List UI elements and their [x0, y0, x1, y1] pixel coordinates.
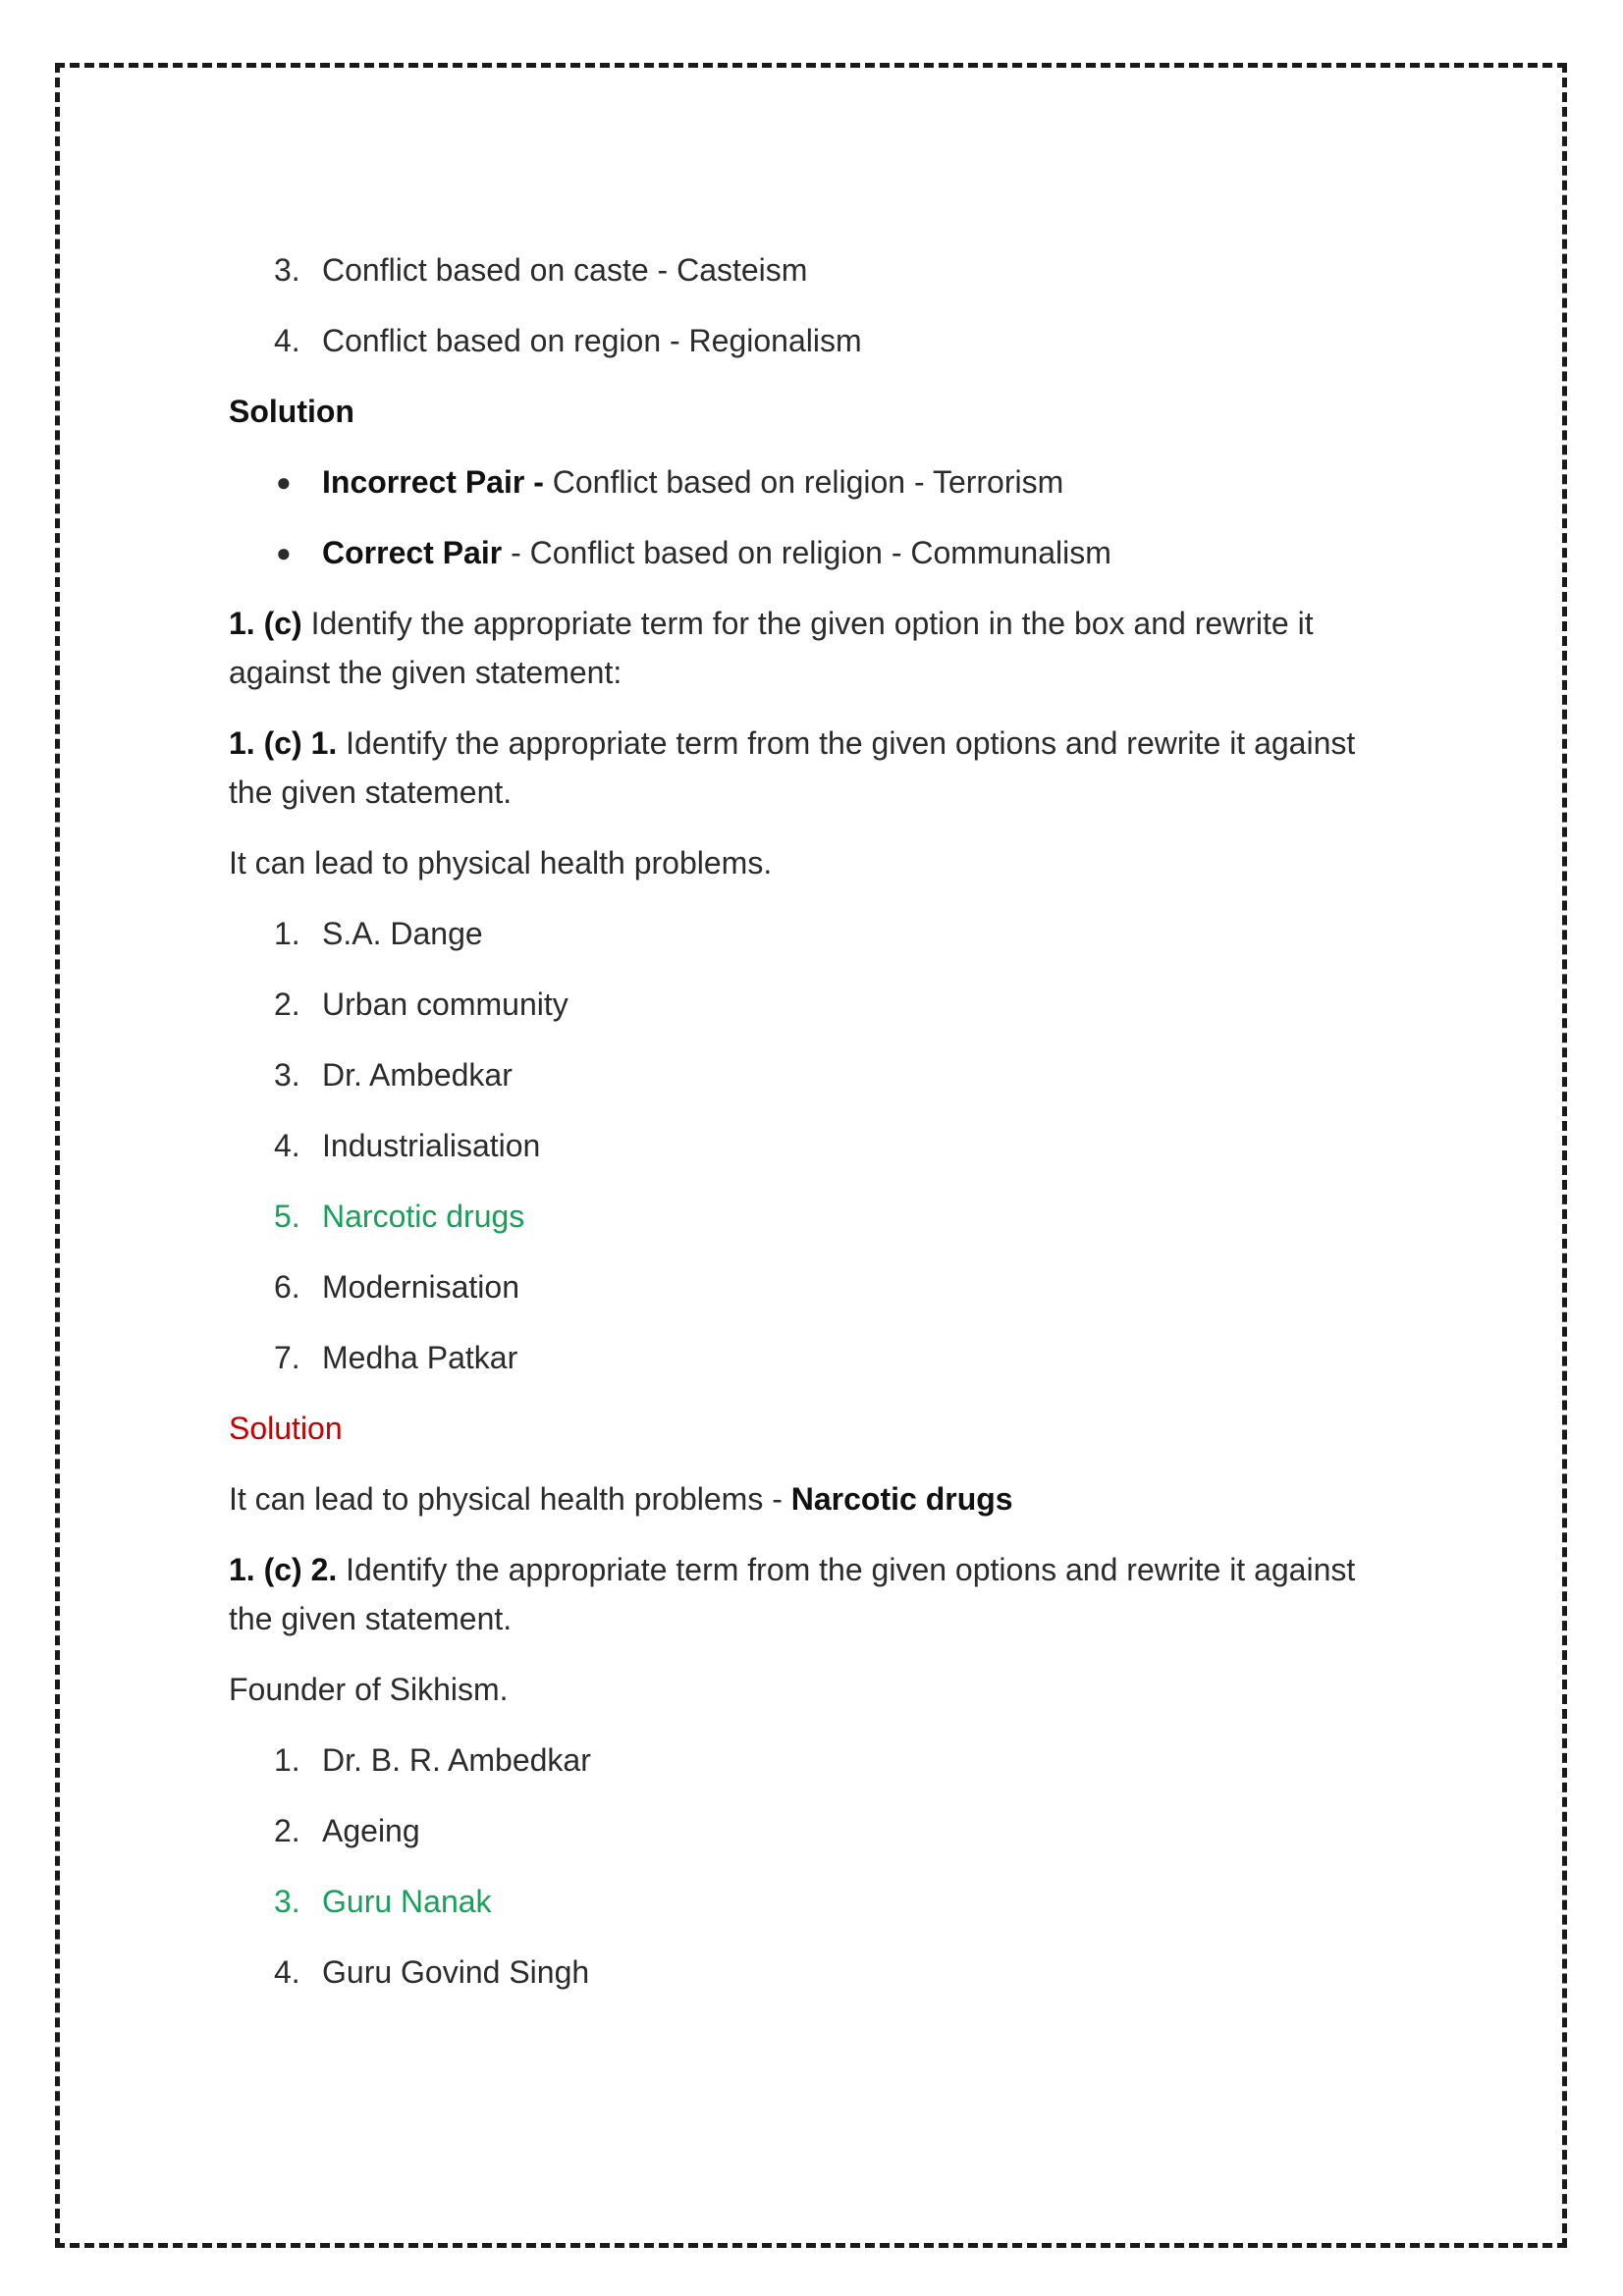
list-number: 3.: [274, 252, 300, 288]
list-number: 4.: [274, 323, 300, 358]
option-item: [229, 1735, 1407, 1785]
bullet-item: [229, 457, 1407, 507]
option-text: Medha Patkar: [322, 1340, 518, 1375]
option-item: [229, 1121, 1407, 1170]
option-number: 4.: [274, 1128, 300, 1163]
option-number: 3.: [274, 1057, 300, 1093]
option-number: 2.: [274, 987, 300, 1022]
option-number: 5.: [274, 1199, 300, 1234]
option-item: [229, 1806, 1407, 1855]
list-item: [229, 316, 1407, 365]
option-item: [229, 1050, 1407, 1099]
option-text: Narcotic drugs: [322, 1199, 525, 1234]
option-text: S.A. Dange: [322, 916, 483, 951]
option-text: Dr. B. R. Ambedkar: [322, 1742, 591, 1778]
option-text: Modernisation: [322, 1269, 519, 1305]
list-text: Conflict based on caste - Casteism: [322, 252, 808, 288]
bullet-label: Correct Pair: [322, 535, 503, 570]
option-text: Urban community: [322, 987, 568, 1022]
option-text: Industrialisation: [322, 1128, 541, 1163]
bullet-text: Conflict based on religion - Terrorism: [543, 464, 1064, 500]
section-instruction: [229, 599, 1407, 697]
question-text: Identify the appropriate term from the given options and rewrite it against the given statement.: [229, 725, 1356, 810]
option-item-correct: [229, 1192, 1407, 1241]
answer-prefix: It can lead to physical health problems -: [229, 1481, 791, 1517]
option-number: 4.: [274, 1954, 300, 1990]
solution-heading: Solution: [229, 394, 354, 429]
option-item: [229, 909, 1407, 958]
question-label: 1. (c) 2.: [229, 1552, 338, 1587]
option-item: [229, 1948, 1407, 1997]
section-label: 1. (c): [229, 606, 302, 641]
solution-answer: [229, 1474, 1407, 1523]
option-number: 1.: [274, 1742, 300, 1778]
option-text: Ageing: [322, 1813, 420, 1848]
option-text: Dr. Ambedkar: [322, 1057, 513, 1093]
option-number: 1.: [274, 916, 300, 951]
question-1-statement: It can lead to physical health problems.: [229, 845, 773, 881]
bullet-icon: ●: [276, 467, 292, 497]
option-text: Guru Govind Singh: [322, 1954, 590, 1990]
option-number: 6.: [274, 1269, 300, 1305]
section-text: Identify the appropriate term for the given option in the box and rewrite it against the given statement:: [229, 606, 1314, 690]
option-number: 3.: [274, 1884, 300, 1919]
question-1-instruction: [229, 719, 1407, 817]
option-item: [229, 980, 1407, 1029]
list-text: Conflict based on region - Regionalism: [322, 323, 862, 358]
option-text: Guru Nanak: [322, 1884, 492, 1919]
bullet-text: - Conflict based on religion - Communalism: [502, 535, 1111, 570]
solution-heading: Solution: [229, 1411, 343, 1446]
option-number: 7.: [274, 1340, 300, 1375]
document-content: [229, 245, 1407, 2018]
question-text: Identify the appropriate term from the given options and rewrite it against the given statement.: [229, 1552, 1356, 1636]
question-2-instruction: [229, 1545, 1407, 1643]
bullet-item: [229, 528, 1407, 577]
question-2-statement: Founder of Sikhism.: [229, 1672, 509, 1707]
option-item-correct: [229, 1877, 1407, 1926]
option-item: [229, 1262, 1407, 1311]
answer-term: Narcotic drugs: [790, 1481, 1013, 1517]
option-number: 2.: [274, 1813, 300, 1848]
option-item: [229, 1333, 1407, 1382]
bullet-label: Incorrect Pair -: [322, 464, 544, 500]
list-item: [229, 245, 1407, 294]
bullet-icon: ●: [276, 538, 292, 567]
question-label: 1. (c) 1.: [229, 725, 338, 761]
